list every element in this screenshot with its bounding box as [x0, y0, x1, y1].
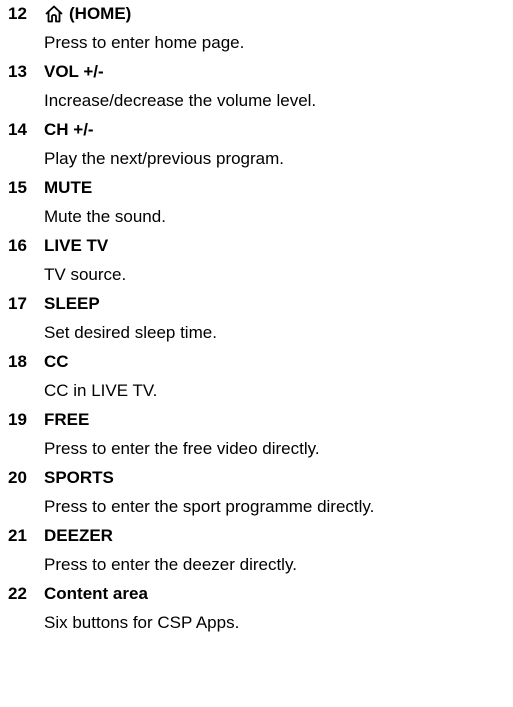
item-number: 19 — [8, 410, 27, 429]
item-title: VOL +/- — [44, 62, 104, 81]
item-number: 20 — [8, 468, 27, 487]
home-icon — [44, 4, 64, 24]
item-number: 12 — [8, 4, 27, 23]
item-title: CH +/- — [44, 120, 94, 139]
item-number: 14 — [8, 120, 27, 139]
item-number: 16 — [8, 236, 27, 255]
item-title: SLEEP — [44, 294, 100, 313]
item-description: TV source. — [44, 265, 127, 284]
item-description: Set desired sleep time. — [44, 323, 217, 342]
item-title-text: (HOME) — [69, 4, 132, 23]
item-title: DEEZER — [44, 526, 113, 545]
list-item-sports — [0, 464, 513, 522]
item-title: MUTE — [44, 178, 93, 197]
list-item-deezer — [0, 522, 513, 580]
item-title: CC — [44, 352, 69, 371]
item-description: Press to enter the deezer directly. — [44, 555, 297, 574]
list-item-content-area — [0, 580, 513, 638]
item-number: 21 — [8, 526, 27, 545]
list-item-cc — [0, 348, 513, 406]
item-title: SPORTS — [44, 468, 114, 487]
item-number: 18 — [8, 352, 27, 371]
item-title — [44, 4, 131, 24]
list-item-sleep — [0, 290, 513, 348]
list-item-live-tv — [0, 232, 513, 290]
item-description: Play the next/previous program. — [44, 149, 285, 168]
item-description: CC in LIVE TV. — [44, 381, 158, 400]
item-description: Six buttons for CSP Apps. — [44, 613, 240, 632]
list-item-home — [0, 0, 513, 58]
list-item-ch — [0, 116, 513, 174]
item-description: Mute the sound. — [44, 207, 166, 226]
list-item-mute — [0, 174, 513, 232]
item-title: FREE — [44, 410, 90, 429]
item-description: Press to enter the sport programme directly. — [44, 497, 375, 516]
item-number: 22 — [8, 584, 27, 603]
item-number: 13 — [8, 62, 27, 81]
list-item-vol — [0, 58, 513, 116]
item-title: LIVE TV — [44, 236, 109, 255]
item-description: Press to enter the free video directly. — [44, 439, 320, 458]
item-description: Press to enter home page. — [44, 33, 245, 52]
item-description: Increase/decrease the volume level. — [44, 91, 317, 110]
list-item-free — [0, 406, 513, 464]
item-number: 15 — [8, 178, 27, 197]
item-number: 17 — [8, 294, 27, 313]
item-title: Content area — [44, 584, 148, 603]
